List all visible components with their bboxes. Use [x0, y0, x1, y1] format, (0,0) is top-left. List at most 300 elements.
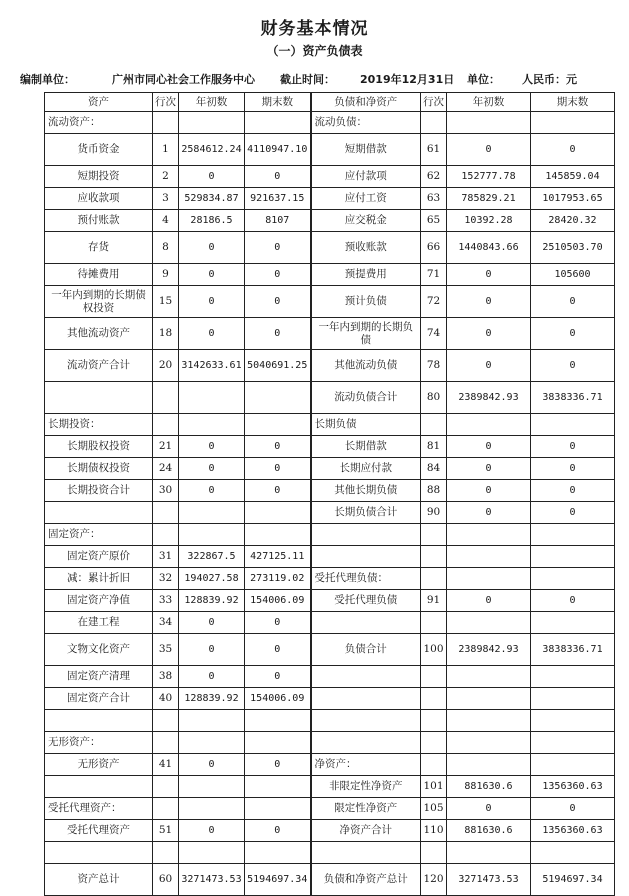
liability-row-no: 74: [421, 318, 447, 350]
asset-begin: 0: [179, 436, 245, 458]
asset-name: 长期股权投资: [45, 436, 153, 458]
asset-name: 流动资产合计: [45, 350, 153, 382]
asset-begin: 28186.5: [179, 210, 245, 232]
asset-row-no: 24: [153, 458, 179, 480]
liability-begin: 3271473.53: [447, 864, 531, 896]
currency-label: 单位：: [467, 73, 500, 86]
asset-name: 流动资产：: [45, 112, 153, 134]
asset-row-no: [153, 502, 179, 524]
asset-name: 无形资产: [45, 754, 153, 776]
liability-begin: 881630.6: [447, 776, 531, 798]
liability-end: 0: [531, 458, 615, 480]
page-title: 财务基本情况: [260, 19, 369, 39]
table-row: [45, 820, 615, 842]
asset-row-no: 41: [153, 754, 179, 776]
table-row: [45, 318, 615, 350]
liability-begin: 0: [447, 480, 531, 502]
liability-row-no: [421, 842, 447, 864]
asset-begin: 322867.5: [179, 546, 245, 568]
asset-row-no: 33: [153, 590, 179, 612]
liability-end: [531, 666, 615, 688]
asset-end: 4110947.10: [245, 134, 311, 166]
liability-name: 受托代理负债: [311, 590, 421, 612]
liability-end: 105600: [531, 264, 615, 286]
asset-begin: [179, 776, 245, 798]
table-row: [45, 710, 615, 732]
liability-name: 长期借款: [311, 436, 421, 458]
liability-row-no: [421, 612, 447, 634]
asset-row-no: 15: [153, 286, 179, 318]
liability-row-no: [421, 688, 447, 710]
liability-begin: 0: [447, 436, 531, 458]
table-row: [45, 842, 615, 864]
liability-name: 预计负债: [311, 286, 421, 318]
asset-end: 154006.09: [245, 590, 311, 612]
asset-end: 8107: [245, 210, 311, 232]
liability-end: 0: [531, 590, 615, 612]
asset-name: 固定资产：: [45, 524, 153, 546]
liability-end: [531, 710, 615, 732]
asset-end: [245, 382, 311, 414]
header-end: 期末数: [245, 93, 311, 112]
liability-begin: [447, 524, 531, 546]
asset-name: 固定资产净值: [45, 590, 153, 612]
asset-begin: 128839.92: [179, 688, 245, 710]
asset-end: [245, 112, 311, 134]
asset-end: 154006.09: [245, 688, 311, 710]
asset-begin: 194027.58: [179, 568, 245, 590]
asset-row-no: [153, 710, 179, 732]
asset-begin: 0: [179, 264, 245, 286]
asset-begin: 3271473.53: [179, 864, 245, 896]
asset-name: 长期债权投资: [45, 458, 153, 480]
asset-row-no: 18: [153, 318, 179, 350]
table-row: [45, 864, 615, 896]
liability-name: 净资产合计: [311, 820, 421, 842]
liability-end: [531, 524, 615, 546]
liability-row-no: 80: [421, 382, 447, 414]
asset-row-no: 35: [153, 634, 179, 666]
liability-end: 1356360.63: [531, 820, 615, 842]
asset-begin: 0: [179, 820, 245, 842]
table-row: [45, 634, 615, 666]
liability-end: [531, 732, 615, 754]
asset-begin: 0: [179, 480, 245, 502]
liability-end: 0: [531, 436, 615, 458]
table-row: [45, 458, 615, 480]
liability-begin: [447, 666, 531, 688]
liability-end: 5194697.34: [531, 864, 615, 896]
liability-end: [531, 688, 615, 710]
table-row: [45, 264, 615, 286]
liability-name: 长期负债: [311, 414, 421, 436]
asset-end: [245, 732, 311, 754]
liability-row-no: 65: [421, 210, 447, 232]
liability-name: 负债和净资产总计: [311, 864, 421, 896]
liability-row-no: 61: [421, 134, 447, 166]
liability-end: [531, 112, 615, 134]
liability-begin: 0: [447, 798, 531, 820]
table-row: [45, 436, 615, 458]
liability-name: 应付工资: [311, 188, 421, 210]
asset-end: 0: [245, 634, 311, 666]
liability-name: 预提费用: [311, 264, 421, 286]
liability-name: 长期负债合计: [311, 502, 421, 524]
asset-end: 0: [245, 264, 311, 286]
liability-begin: [447, 842, 531, 864]
liability-name: 受托代理负债：: [311, 568, 421, 590]
liability-begin: 2389842.93: [447, 382, 531, 414]
liability-name: 净资产：: [311, 754, 421, 776]
table-row: [45, 414, 615, 436]
asset-row-no: 1: [153, 134, 179, 166]
asset-name: 短期投资: [45, 166, 153, 188]
asset-end: 5194697.34: [245, 864, 311, 896]
asset-row-no: 9: [153, 264, 179, 286]
liability-row-no: 110: [421, 820, 447, 842]
asset-name: [45, 710, 153, 732]
liability-row-no: 66: [421, 232, 447, 264]
liability-row-no: [421, 546, 447, 568]
table-row: [45, 112, 615, 134]
liability-end: 0: [531, 318, 615, 350]
asset-row-no: [153, 732, 179, 754]
liability-name: 应交税金: [311, 210, 421, 232]
asset-name: 受托代理资产：: [45, 798, 153, 820]
liability-begin: [447, 612, 531, 634]
asset-end: 0: [245, 480, 311, 502]
liability-begin: 0: [447, 350, 531, 382]
asset-end: 427125.11: [245, 546, 311, 568]
asset-end: 273119.02: [245, 568, 311, 590]
asset-end: [245, 502, 311, 524]
table-row: [45, 188, 615, 210]
liability-name: 其他长期负债: [311, 480, 421, 502]
asset-row-no: 40: [153, 688, 179, 710]
table-row: [45, 502, 615, 524]
asset-end: [245, 414, 311, 436]
table-row: [45, 480, 615, 502]
liability-row-no: [421, 568, 447, 590]
asset-begin: 0: [179, 666, 245, 688]
asset-begin: [179, 710, 245, 732]
liability-begin: 152777.78: [447, 166, 531, 188]
liability-begin: 0: [447, 264, 531, 286]
liability-row-no: 62: [421, 166, 447, 188]
asset-name: 固定资产原价: [45, 546, 153, 568]
currency-value: 人民币：元: [522, 73, 577, 86]
liability-row-no: 90: [421, 502, 447, 524]
asset-name: [45, 842, 153, 864]
liability-name: 限定性净资产: [311, 798, 421, 820]
balance-sheet-table: [44, 92, 615, 896]
liability-name: 负债合计: [311, 634, 421, 666]
liability-row-no: 81: [421, 436, 447, 458]
asset-name: 其他流动资产: [45, 318, 153, 350]
liability-end: 28420.32: [531, 210, 615, 232]
table-row: [45, 754, 615, 776]
liability-begin: 1440843.66: [447, 232, 531, 264]
liability-end: [531, 842, 615, 864]
liability-row-no: 71: [421, 264, 447, 286]
liability-end: 3838336.71: [531, 382, 615, 414]
table-row: [45, 732, 615, 754]
liability-end: [531, 754, 615, 776]
asset-name: 减：累计折旧: [45, 568, 153, 590]
header-row-no: 行次: [153, 93, 179, 112]
liability-begin: 785829.21: [447, 188, 531, 210]
asset-name: 无形资产：: [45, 732, 153, 754]
asset-end: 0: [245, 754, 311, 776]
liability-begin: [447, 754, 531, 776]
liability-begin: 0: [447, 318, 531, 350]
date-label: 截止时间：: [280, 73, 335, 86]
liability-name: 其他流动负债: [311, 350, 421, 382]
asset-name: 长期投资：: [45, 414, 153, 436]
asset-begin: 3142633.61: [179, 350, 245, 382]
table-subtitle: （一）资产负债表: [266, 44, 363, 58]
asset-begin: 0: [179, 318, 245, 350]
asset-row-no: [153, 382, 179, 414]
liability-end: 2510503.70: [531, 232, 615, 264]
asset-end: 0: [245, 666, 311, 688]
liability-row-no: 100: [421, 634, 447, 666]
table-row: [45, 590, 615, 612]
liability-begin: [447, 546, 531, 568]
asset-begin: [179, 382, 245, 414]
liability-begin: [447, 112, 531, 134]
liability-name: [311, 546, 421, 568]
asset-end: 0: [245, 436, 311, 458]
table-row: [45, 612, 615, 634]
liability-end: [531, 568, 615, 590]
liability-begin: 10392.28: [447, 210, 531, 232]
asset-begin: 0: [179, 754, 245, 776]
unit-value: 广州市同心社会工作服务中心: [112, 73, 255, 86]
header-end-2: 期末数: [531, 93, 615, 112]
asset-end: 0: [245, 166, 311, 188]
asset-row-no: 32: [153, 568, 179, 590]
liability-name: 一年内到期的长期负债: [311, 318, 421, 350]
liability-name: [311, 710, 421, 732]
liability-name: [311, 688, 421, 710]
liability-row-no: 84: [421, 458, 447, 480]
liability-name: 流动负债：: [311, 112, 421, 134]
asset-row-no: 30: [153, 480, 179, 502]
liability-row-no: 120: [421, 864, 447, 896]
asset-name: 文物文化资产: [45, 634, 153, 666]
asset-begin: [179, 524, 245, 546]
liability-row-no: [421, 414, 447, 436]
asset-name: 固定资产合计: [45, 688, 153, 710]
liability-name: [311, 732, 421, 754]
table-row: [45, 166, 615, 188]
asset-row-no: [153, 842, 179, 864]
liability-begin: [447, 414, 531, 436]
asset-end: 0: [245, 820, 311, 842]
table-row: [45, 232, 615, 264]
liability-begin: 0: [447, 134, 531, 166]
liability-row-no: 105: [421, 798, 447, 820]
asset-begin: 2584612.24: [179, 134, 245, 166]
table-row: [45, 546, 615, 568]
asset-begin: 128839.92: [179, 590, 245, 612]
asset-name: 资产总计: [45, 864, 153, 896]
liability-name: [311, 524, 421, 546]
liability-name: [311, 612, 421, 634]
liability-name: [311, 842, 421, 864]
header-row-no-2: 行次: [421, 93, 447, 112]
asset-end: [245, 798, 311, 820]
asset-row-no: 60: [153, 864, 179, 896]
asset-begin: [179, 414, 245, 436]
asset-end: 0: [245, 232, 311, 264]
asset-end: [245, 710, 311, 732]
asset-name: 在建工程: [45, 612, 153, 634]
asset-row-no: [153, 414, 179, 436]
table-row: [45, 568, 615, 590]
asset-end: 0: [245, 458, 311, 480]
asset-name: 待摊费用: [45, 264, 153, 286]
asset-row-no: 34: [153, 612, 179, 634]
liability-name: 流动负债合计: [311, 382, 421, 414]
liability-begin: 0: [447, 286, 531, 318]
asset-row-no: 51: [153, 820, 179, 842]
asset-end: 921637.15: [245, 188, 311, 210]
asset-end: [245, 776, 311, 798]
asset-name: 长期投资合计: [45, 480, 153, 502]
asset-name: 受托代理资产: [45, 820, 153, 842]
liability-end: 0: [531, 134, 615, 166]
liability-row-no: 78: [421, 350, 447, 382]
liability-row-no: 91: [421, 590, 447, 612]
liability-end: [531, 414, 615, 436]
asset-end: 5040691.25: [245, 350, 311, 382]
table-row: [45, 350, 615, 382]
liability-row-no: 88: [421, 480, 447, 502]
liability-row-no: [421, 754, 447, 776]
liability-end: 3838336.71: [531, 634, 615, 666]
asset-row-no: 31: [153, 546, 179, 568]
liability-name: 应付款项: [311, 166, 421, 188]
table-row: [45, 382, 615, 414]
table-row: [45, 210, 615, 232]
liability-row-no: [421, 112, 447, 134]
liability-name: [311, 666, 421, 688]
header-begin: 年初数: [179, 93, 245, 112]
asset-end: [245, 524, 311, 546]
liability-end: 1017953.65: [531, 188, 615, 210]
asset-row-no: 20: [153, 350, 179, 382]
liability-end: 145859.04: [531, 166, 615, 188]
asset-begin: [179, 842, 245, 864]
liability-name: 预收账款: [311, 232, 421, 264]
asset-row-no: 21: [153, 436, 179, 458]
liability-name: 非限定性净资产: [311, 776, 421, 798]
liability-begin: [447, 710, 531, 732]
liability-begin: 881630.6: [447, 820, 531, 842]
asset-begin: 0: [179, 232, 245, 264]
liability-begin: 0: [447, 458, 531, 480]
liability-row-no: [421, 732, 447, 754]
asset-row-no: 4: [153, 210, 179, 232]
liability-row-no: 101: [421, 776, 447, 798]
asset-row-no: 2: [153, 166, 179, 188]
liability-name: 长期应付款: [311, 458, 421, 480]
liability-begin: [447, 688, 531, 710]
asset-name: 应收款项: [45, 188, 153, 210]
asset-name: [45, 502, 153, 524]
liability-begin: 0: [447, 502, 531, 524]
asset-end: 0: [245, 318, 311, 350]
liability-end: 0: [531, 350, 615, 382]
asset-begin: 0: [179, 634, 245, 666]
table-header-row: [45, 93, 615, 112]
asset-row-no: [153, 798, 179, 820]
asset-row-no: [153, 112, 179, 134]
asset-begin: [179, 502, 245, 524]
liability-begin: [447, 568, 531, 590]
liability-end: [531, 546, 615, 568]
asset-row-no: 38: [153, 666, 179, 688]
liability-row-no: 72: [421, 286, 447, 318]
liability-row-no: [421, 666, 447, 688]
header-liabilities: 负债和净资产: [311, 93, 421, 112]
asset-begin: 0: [179, 286, 245, 318]
header-begin-2: 年初数: [447, 93, 531, 112]
asset-name: 一年内到期的长期债权投资: [45, 286, 153, 318]
asset-name: 预付账款: [45, 210, 153, 232]
liability-begin: [447, 732, 531, 754]
liability-end: 0: [531, 502, 615, 524]
liability-begin: 2389842.93: [447, 634, 531, 666]
date-value: 2019年12月31日: [360, 73, 455, 86]
asset-end: [245, 842, 311, 864]
unit-label: 编制单位：: [20, 73, 75, 86]
liability-end: 0: [531, 798, 615, 820]
asset-name: 固定资产清理: [45, 666, 153, 688]
asset-name: 货币资金: [45, 134, 153, 166]
liability-row-no: [421, 524, 447, 546]
liability-row-no: [421, 710, 447, 732]
asset-begin: [179, 732, 245, 754]
liability-end: 0: [531, 286, 615, 318]
asset-begin: 0: [179, 458, 245, 480]
liability-name: 短期借款: [311, 134, 421, 166]
liability-end: 0: [531, 480, 615, 502]
asset-name: 存货: [45, 232, 153, 264]
asset-row-no: 3: [153, 188, 179, 210]
asset-end: 0: [245, 612, 311, 634]
asset-end: 0: [245, 286, 311, 318]
asset-name: [45, 776, 153, 798]
table-row: [45, 688, 615, 710]
table-row: [45, 286, 615, 318]
table-row: [45, 134, 615, 166]
asset-begin: 0: [179, 166, 245, 188]
asset-begin: [179, 112, 245, 134]
asset-row-no: [153, 776, 179, 798]
asset-begin: 529834.87: [179, 188, 245, 210]
asset-row-no: 8: [153, 232, 179, 264]
table-row: [45, 776, 615, 798]
table-row: [45, 524, 615, 546]
asset-begin: 0: [179, 612, 245, 634]
liability-row-no: 63: [421, 188, 447, 210]
table-row: [45, 798, 615, 820]
liability-end: 1356360.63: [531, 776, 615, 798]
table-row: [45, 666, 615, 688]
